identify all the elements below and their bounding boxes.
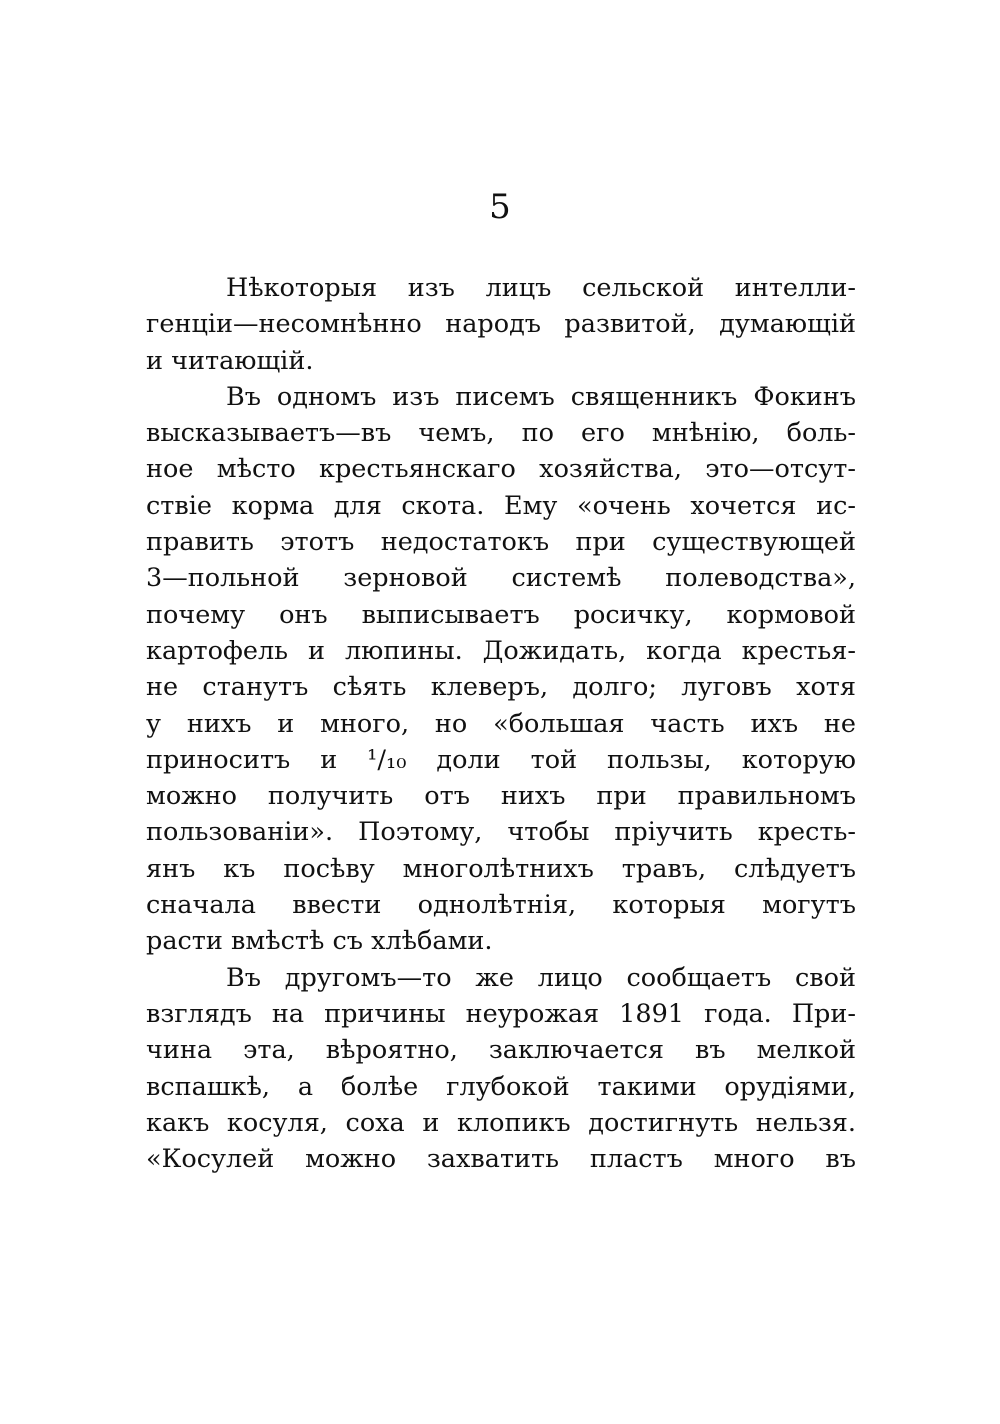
text-line: Нѣкоторыя изъ лицъ сельской интелли- [226, 273, 856, 303]
text-line: у нихъ и много, но «большая часть ихъ не [146, 708, 856, 739]
text-line: ное мѣсто крестьянскаго хозяйства, это—отсут- [146, 454, 856, 485]
text-line: Въ другомъ—то же лицо сообщаетъ свой [226, 962, 856, 993]
text-line: янъ къ посѣву многолѣтнихъ травъ, слѣдуетъ [146, 853, 856, 884]
text-line: генціи—несомнѣнно народъ развитой, думающій [146, 309, 856, 340]
text-line: ствіе корма для скота. Ему «очень хочется ис- [146, 490, 856, 521]
text-line: править этотъ недостатокъ при существующей [146, 527, 856, 558]
text-line: высказываетъ—въ чемъ, по его мнѣнію, боль- [146, 418, 856, 449]
text-line: чина эта, вѣроятно, заключается въ мелкой [146, 1035, 856, 1066]
text-line: расти вмѣстѣ съ хлѣбами. [146, 926, 493, 957]
text-line: не станутъ сѣять клеверъ, долго; луговъ хотя [146, 672, 856, 703]
text-line: пользованіи». Поэтому, чтобы пріучить кресть- [146, 817, 856, 848]
text-line: какъ косуля, соха и клопикъ достигнуть нельзя. [146, 1107, 856, 1138]
text-line: «Косулей можно захватить пластъ много въ [146, 1144, 856, 1175]
text-line: и читающій. [146, 345, 314, 376]
text-line: приноситъ и ¹/₁₀ доли той пользы, которую [146, 744, 856, 775]
text-line: картофель и люпины. Дожидать, когда крестья- [146, 635, 856, 666]
text-line: сначала ввести однолѣтнія, которыя могутъ [146, 890, 856, 921]
page-number: 5 [489, 187, 511, 227]
text-line: 3—польной зерновой системѣ полеводства», [146, 563, 856, 594]
text-line: Въ одномъ изъ писемъ священникъ Фокинъ [226, 381, 856, 412]
text-line: взглядъ на причины неурожая 1891 года. При- [146, 998, 856, 1029]
body-text [146, 270, 856, 1177]
text-line: почему онъ выписываетъ росичку, кормовой [146, 599, 856, 630]
text-line: можно получить отъ нихъ при правильномъ [146, 781, 856, 812]
text-line: вспашкѣ, а болѣе глубокой такими орудіями, [146, 1071, 856, 1102]
